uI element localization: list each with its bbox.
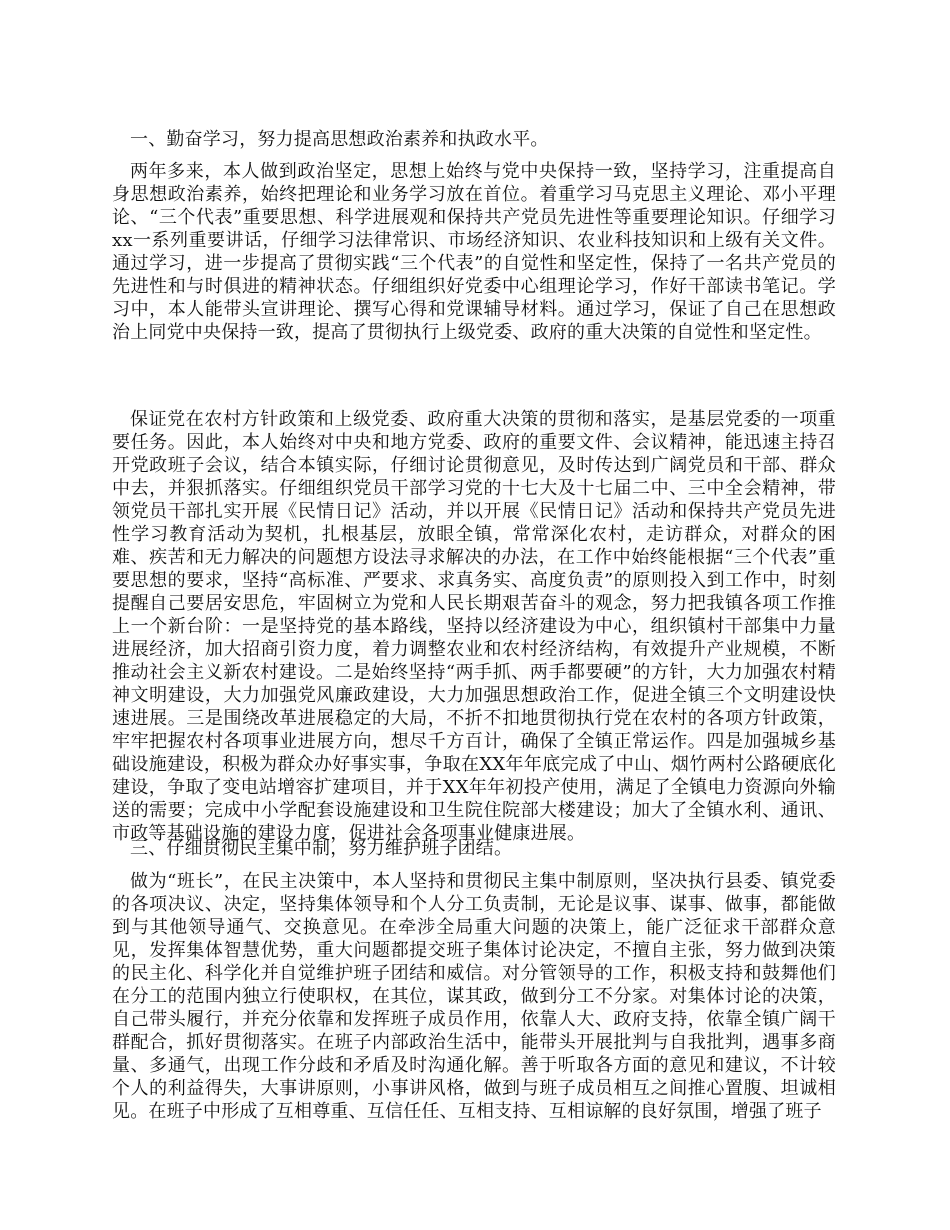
paragraph-democratic-centralism: 做为“班长”，在民主决策中，本人坚持和贯彻民主集中制原则，坚决执行县委、镇党委的各项决议、决定，坚持集体领导和个人分工负责制，无论是议事、谋事、做事，都能做到与其他领导通气、交换意见。在牵涉全局重大问题的决策上，能广泛征求干部群众意见，发挥集体智慧优势，重大问题都提交班子集体讨论决定，不擅自主张，努力做到决策的民主化、科学化并自觉维护班子团结和威信。对分管领导的工作，积极支持和鼓舞他们在分工的范围内独立行使职权，在其位，谋其政，做到分工不分家。对集体讨论的决策，自己带头履行，并充分依靠和发挥班子成员作用，依靠人大、政府支持，依靠全镇广阔干群配合，抓好贯彻落实。在班子内部政治生活中，能带头开展批判与自我批判，遇事多商量、多通气，出现工作分歧和矛盾及时沟通化解。善于听取各方面的意见和建议，不计较个人的利益得失，大事讲原则，小事讲风格，做到与班子成员相互之间推心置腹、坦诚相见。在班子中形成了互相尊重、互信任任、互相支持、互相谅解的良好氛围，增强了班子	[112, 871, 836, 1122]
section-heading-3: 三、仔细贯彻民主集中制，努力维护班子团结。	[130, 838, 513, 859]
paragraph-study: 两年多来，本人做到政治坚定，思想上始终与党中央保持一致，坚持学习，注重提高自身思想政治素养，始终把理论和业务学习放在首位。着重学习马克思主义理论、邓小平理论、“三个代表”重要思想、科学进展观和保持共产党员先进性等重要理论知识。仔细学习xx一系列重要讲话，仔细学习法律常识、市场经济知识、农业科技知识和上级有关文件。通过学习，进一步提高了贯彻实践“三个代表”的自觉性和坚定性，保持了一名共产党员的先进性和与时俱进的精神状态。仔细组织好党委中心组理论学习，作好干部读书笔记。学习中，本人能带头宣讲理论、撰写心得和党课辅导材料。通过学习，保证了自己在思想政治上同党中央保持一致，提高了贯彻执行上级党委、政府的重大决策的自觉性和坚定性。	[112, 161, 836, 343]
document-page	[112, 0, 836, 1230]
paragraph-policy-implementation: 保证党在农村方针政策和上级党委、政府重大决策的贯彻和落实，是基层党委的一项重要任务。因此，本人始终对中央和地方党委、政府的重要文件、会议精神，能迅速主持召开党政班子会议，结合本镇实际，仔细讨论贯彻意见，及时传达到广阔党员和干部、群众中去，并狠抓落实。仔细组织党员干部学习党的十七大及十七届二中、三中全会精神，带领党员干部扎实开展《民情日记》活动，并以开展《民情日记》活动和保持共产党员先进性学习教育活动为契机，扎根基层，放眼全镇，常常深化农村，走访群众，对群众的困难、疾苦和无力解决的问题想方设法寻求解决的办法，在工作中始终能根据“三个代表”重要思想的要求，坚持“高标准、严要求、求真务实、高度负责”的原则投入到工作中，时刻提醒自己要居安思危，牢固树立为党和人民长期艰苦奋斗的观念，努力把我镇各项工作推上一个新台阶：一是坚持党的基本路线，坚持以经济建设为中心，组织镇村干部集中力量进展经济，加大招商引资力度，着力调整农业和农村经济结构，有效提升产业规模，不断推动社会主义新农村建设。二是始终坚持“两手抓、两手都要硬”的方针，大力加强农村精神文明建设，大力加强党风廉政建设，大力加强思想政治工作，促进全镇三个文明建设快速进展。三是围绕改革进展稳定的大局，不折不扣地贯彻执行党在农村的各项方针政策，牢牢把握农村各项事业进展方向，想尽千方百计，确保了全镇正常运作。四是加强城乡基础设施建设，积极为群众办好事实事，争取在XX年年底完成了中山、烟竹两村公路硬底化建设，争取了变电站增容扩建项目，并于XX年年初投产使用，满足了全镇电力资源向外输送的需要；完成中小学配套设施建设和卫生院住院部大楼建设；加大了全镇水利、通讯、市政等基础设施的建设力度，促进社会各项事业健康进展。	[112, 409, 836, 844]
section-heading-1: 一、勤奋学习，努力提高思想政治素养和执政水平。	[130, 129, 549, 150]
